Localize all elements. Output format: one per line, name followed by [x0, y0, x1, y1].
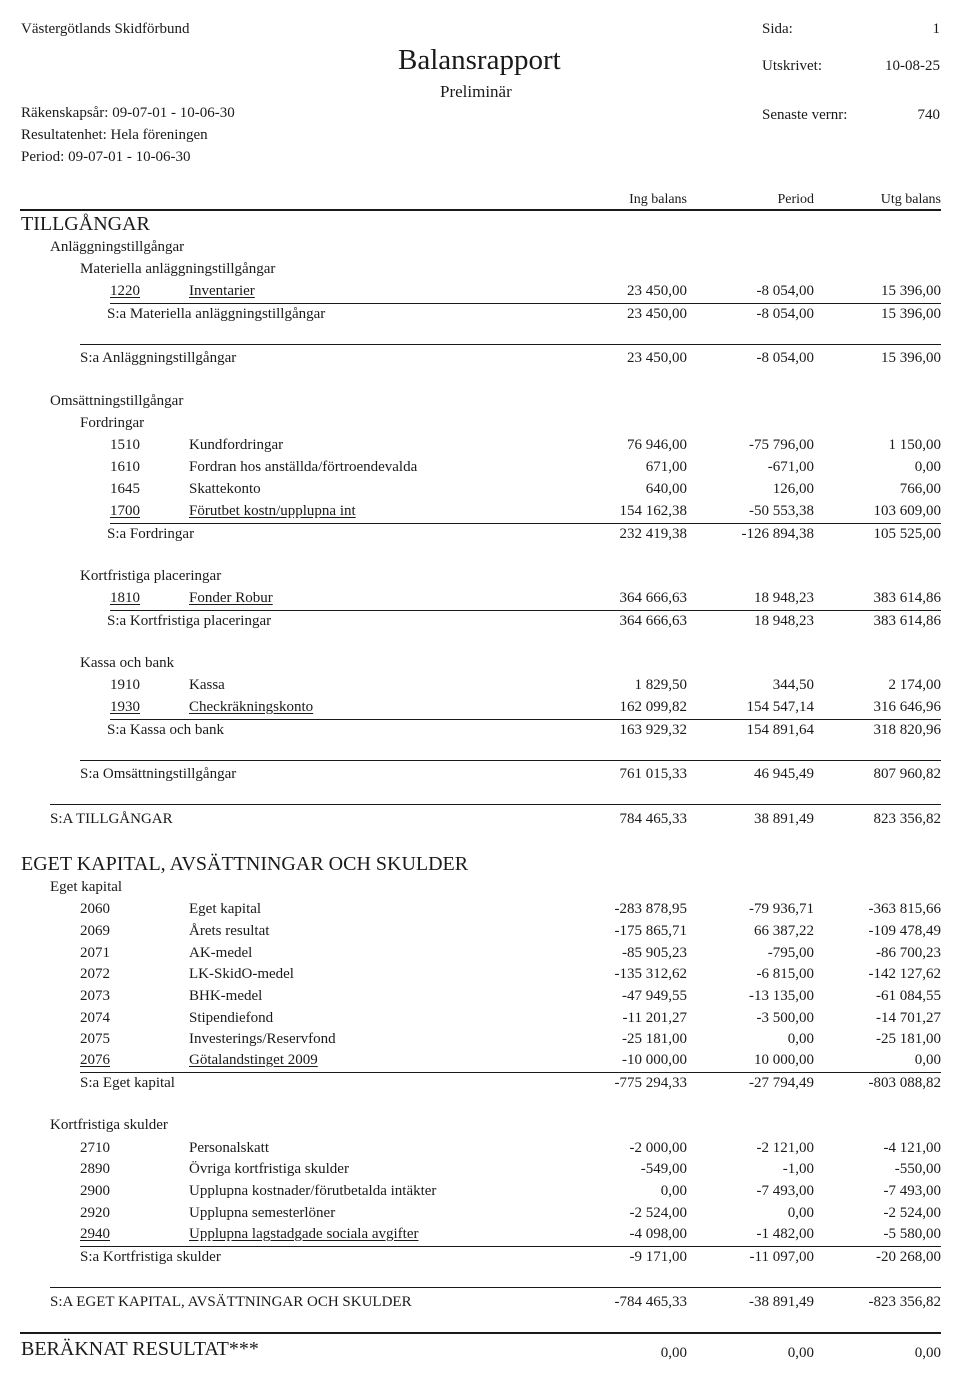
ing-balans-value: 640,00 [645, 481, 687, 497]
ing-balans-value: 23 450,00 [627, 283, 687, 299]
organization-name: Västergötlands Skidförbund [21, 21, 190, 37]
total-rule [50, 1287, 941, 1288]
table-row [0, 1161, 960, 1181]
ing-balans-value: -283 878,95 [614, 901, 687, 917]
group-title-equity: Eget kapital [50, 879, 123, 895]
period-value: -8 054,00 [756, 350, 814, 366]
account-name: Checkräkningskonto [189, 699, 314, 715]
period-value: 18 948,23 [754, 590, 814, 606]
period-value: 126,00 [772, 481, 814, 497]
account-number: 1910 [110, 677, 140, 693]
ing-balans-value: -784 465,33 [614, 1294, 687, 1310]
period-value: -795,00 [767, 945, 814, 961]
subgroup-title-cash: Kassa och bank [80, 655, 175, 671]
table-row [0, 1052, 960, 1072]
col-header-period: Period [777, 192, 814, 207]
sum-rule [80, 760, 941, 761]
subgroup-title-tangible: Materiella anläggningstillgångar [80, 261, 276, 277]
utg-balans-value: 316 646,96 [873, 699, 941, 715]
period-value: -8 054,00 [756, 283, 814, 299]
subgroup-title-receivables: Fordringar [80, 415, 145, 431]
table-row [0, 481, 960, 501]
account-name: LK-SkidO-medel [189, 966, 294, 982]
period-value: 46 945,49 [754, 766, 814, 782]
period-value: 154 547,14 [746, 699, 814, 715]
account-number: 2072 [80, 966, 110, 982]
period-value: -8 054,00 [756, 306, 814, 322]
utg-balans-value: 0,00 [914, 459, 941, 475]
utg-balans-value: -14 701,27 [876, 1010, 941, 1026]
total-label: S:A EGET KAPITAL, AVSÄTTNINGAR OCH SKULDER [50, 1294, 412, 1310]
table-row [0, 1226, 960, 1246]
utg-balans-value: 318 820,96 [873, 722, 941, 738]
utg-balans-value: -109 478,49 [868, 923, 941, 939]
period-value: 66 387,22 [754, 923, 814, 939]
computed-result-label: BERÄKNAT RESULTAT*** [21, 1338, 259, 1360]
ing-balans-value: -2 000,00 [629, 1140, 687, 1156]
account-number: 2060 [80, 901, 110, 917]
report-subtitle: Preliminär [440, 82, 512, 101]
row-rule [110, 523, 941, 524]
utg-balans-value: -7 493,00 [883, 1183, 941, 1199]
utg-balans-value: -2 524,00 [883, 1205, 941, 1221]
table-row [0, 437, 960, 457]
period-value: -1,00 [782, 1161, 814, 1177]
table-row [0, 966, 960, 986]
sum-label: S:a Kassa och bank [107, 722, 225, 738]
ing-balans-value: 364 666,63 [619, 613, 687, 629]
row-rule [80, 1072, 941, 1073]
printed-date: 10-08-25 [885, 58, 940, 74]
table-row [0, 459, 960, 479]
printed-label: Utskrivet: [762, 58, 822, 74]
table-row [0, 945, 960, 965]
subgroup-title-short-investments: Kortfristiga placeringar [80, 568, 222, 584]
utg-balans-value: 0,00 [914, 1345, 941, 1361]
account-number: 1610 [110, 459, 140, 475]
fiscal-year: Räkenskapsår: 09-07-01 - 10-06-30 [21, 105, 235, 121]
period-range: Period: 09-07-01 - 10-06-30 [21, 149, 191, 165]
period-value: -1 482,00 [756, 1226, 814, 1242]
sum-row [0, 1249, 960, 1269]
account-name: Upplupna kostnader/förutbetalda intäkter [189, 1183, 437, 1199]
utg-balans-value: 105 525,00 [873, 526, 941, 542]
row-rule [110, 719, 941, 720]
page-label: Sida: [762, 21, 793, 37]
page-number: 1 [932, 21, 940, 37]
utg-balans-value: -803 088,82 [868, 1075, 941, 1091]
period-value: -11 097,00 [749, 1249, 814, 1265]
utg-balans-value: 0,00 [914, 1052, 941, 1068]
sum-label: S:a Anläggningstillgångar [80, 350, 237, 366]
ing-balans-value: 0,00 [660, 1183, 687, 1199]
last-vernr-value: 740 [917, 107, 940, 123]
table-row [0, 901, 960, 921]
ing-balans-value: 163 929,32 [619, 722, 687, 738]
col-header-ing-balans: Ing balans [629, 192, 687, 207]
account-number: 1810 [110, 590, 140, 606]
utg-balans-value: 383 614,86 [873, 613, 941, 629]
account-number: 2076 [80, 1052, 110, 1068]
table-row [0, 1031, 960, 1051]
account-name: Årets resultat [189, 923, 270, 939]
utg-balans-value: -4 121,00 [883, 1140, 941, 1156]
ing-balans-value: -10 000,00 [622, 1052, 687, 1068]
section-title-liabilities: EGET KAPITAL, AVSÄTTNINGAR OCH SKULDER [21, 853, 469, 875]
period-value: -6 815,00 [756, 966, 814, 982]
account-name: Fonder Robur [189, 590, 273, 606]
account-name: Investerings/Reservfond [189, 1031, 336, 1047]
account-name: Kundfordringar [189, 437, 284, 453]
ing-balans-value: -175 865,71 [614, 923, 687, 939]
sum-label: S:a Kortfristiga placeringar [107, 613, 272, 629]
sum-row [0, 613, 960, 633]
account-name: Fordran hos anställda/förtroendevalda [189, 459, 418, 475]
sum-row [0, 526, 960, 546]
last-vernr-label: Senaste vernr: [762, 107, 848, 123]
account-number: 2900 [80, 1183, 110, 1199]
account-number: 1220 [110, 283, 140, 299]
period-value: 38 891,49 [754, 811, 814, 827]
period-value: 18 948,23 [754, 613, 814, 629]
account-number: 2071 [80, 945, 110, 961]
table-row [0, 1140, 960, 1160]
sum-label: S:a Eget kapital [80, 1075, 175, 1091]
ing-balans-value: 1 829,50 [634, 677, 687, 693]
account-name: Kassa [189, 677, 225, 693]
utg-balans-value: -363 815,66 [868, 901, 941, 917]
utg-balans-value: -20 268,00 [876, 1249, 941, 1265]
table-row [0, 1010, 960, 1030]
result-rule [20, 1332, 941, 1334]
ing-balans-value: 784 465,33 [619, 811, 687, 827]
sum-rule [80, 344, 941, 345]
group-title-current-assets: Omsättningstillgångar [50, 393, 184, 409]
ing-balans-value: 0,00 [660, 1345, 687, 1361]
sum-row [0, 766, 960, 786]
period-value: 0,00 [787, 1205, 814, 1221]
sum-label: S:a Omsättningstillgångar [80, 766, 237, 782]
table-row [0, 590, 960, 610]
utg-balans-value: 15 396,00 [881, 283, 941, 299]
period-value: 0,00 [787, 1031, 814, 1047]
account-number: 1700 [110, 503, 140, 519]
utg-balans-value: 15 396,00 [881, 350, 941, 366]
utg-balans-value: 2 174,00 [888, 677, 941, 693]
account-number: 2074 [80, 1010, 110, 1026]
account-name: Skattekonto [189, 481, 261, 497]
ing-balans-value: 671,00 [645, 459, 687, 475]
period-value: -13 135,00 [749, 988, 814, 1004]
total-label: S:A TILLGÅNGAR [50, 811, 173, 827]
ing-balans-value: 232 419,38 [619, 526, 687, 542]
account-name: Upplupna lagstadgade sociala avgifter [189, 1226, 419, 1242]
utg-balans-value: 383 614,86 [873, 590, 941, 606]
row-rule [110, 303, 941, 304]
ing-balans-value: -85 905,23 [622, 945, 687, 961]
group-title-short-debt: Kortfristiga skulder [50, 1117, 168, 1133]
sum-label: S:a Materiella anläggningstillgångar [107, 306, 326, 322]
ing-balans-value: -47 949,55 [622, 988, 687, 1004]
account-name: Upplupna semesterlöner [189, 1205, 336, 1221]
utg-balans-value: -550,00 [894, 1161, 941, 1177]
period-value: 154 891,64 [746, 722, 814, 738]
period-value: -79 936,71 [749, 901, 814, 917]
utg-balans-value: 1 150,00 [888, 437, 941, 453]
period-value: -7 493,00 [756, 1183, 814, 1199]
ing-balans-value: -775 294,33 [614, 1075, 687, 1091]
account-name: BHK-medel [189, 988, 263, 1004]
period-value: -671,00 [767, 459, 814, 475]
utg-balans-value: 103 609,00 [873, 503, 941, 519]
account-name: AK-medel [189, 945, 253, 961]
account-name: Personalskatt [189, 1140, 269, 1156]
period-value: 344,50 [772, 677, 814, 693]
account-name: Götalandstinget 2009 [189, 1052, 318, 1068]
row-rule [80, 1246, 941, 1247]
period-value: -3 500,00 [756, 1010, 814, 1026]
total-row [0, 811, 960, 831]
utg-balans-value: -823 356,82 [868, 1294, 941, 1310]
period-value: 10 000,00 [754, 1052, 814, 1068]
account-name: Inventarier [189, 283, 255, 299]
ing-balans-value: -9 171,00 [629, 1249, 687, 1265]
account-number: 2710 [80, 1140, 110, 1156]
account-number: 2890 [80, 1161, 110, 1177]
utg-balans-value: -5 580,00 [883, 1226, 941, 1242]
table-row [0, 677, 960, 697]
utg-balans-value: 15 396,00 [881, 306, 941, 322]
result-row [0, 1345, 960, 1365]
account-name: Förutbet kostn/upplupna int [189, 503, 356, 519]
ing-balans-value: -2 524,00 [629, 1205, 687, 1221]
account-number: 1930 [110, 699, 140, 715]
ing-balans-value: 761 015,33 [619, 766, 687, 782]
section-title-assets: TILLGÅNGAR [21, 213, 150, 235]
utg-balans-value: -142 127,62 [868, 966, 941, 982]
utg-balans-value: 766,00 [899, 481, 941, 497]
sum-row [0, 722, 960, 742]
period-value: -38 891,49 [749, 1294, 814, 1310]
ing-balans-value: 23 450,00 [627, 306, 687, 322]
utg-balans-value: -61 084,55 [876, 988, 941, 1004]
period-value: -27 794,49 [749, 1075, 814, 1091]
sum-row [0, 1075, 960, 1095]
account-number: 2940 [80, 1226, 110, 1242]
total-rule [50, 804, 941, 805]
table-row [0, 283, 960, 303]
utg-balans-value: -25 181,00 [876, 1031, 941, 1047]
sum-row [0, 306, 960, 326]
ing-balans-value: -4 098,00 [629, 1226, 687, 1242]
sum-label: S:a Kortfristiga skulder [80, 1249, 221, 1265]
utg-balans-value: 807 960,82 [873, 766, 941, 782]
table-row [0, 1183, 960, 1203]
account-number: 1510 [110, 437, 140, 453]
period-value: -50 553,38 [749, 503, 814, 519]
account-name: Övriga kortfristiga skulder [189, 1161, 349, 1177]
ing-balans-value: 23 450,00 [627, 350, 687, 366]
row-rule [110, 610, 941, 611]
col-header-utg-balans: Utg balans [880, 192, 941, 207]
account-number: 2075 [80, 1031, 110, 1047]
account-name: Eget kapital [189, 901, 262, 917]
ing-balans-value: -11 201,27 [622, 1010, 687, 1026]
ing-balans-value: 364 666,63 [619, 590, 687, 606]
period-value: 0,00 [787, 1345, 814, 1361]
result-unit: Resultatenhet: Hela föreningen [21, 127, 208, 143]
table-row [0, 699, 960, 719]
table-row [0, 503, 960, 523]
ing-balans-value: 76 946,00 [627, 437, 687, 453]
ing-balans-value: -549,00 [640, 1161, 687, 1177]
report-title: Balansrapport [398, 44, 561, 76]
utg-balans-value: -86 700,23 [876, 945, 941, 961]
account-number: 2069 [80, 923, 110, 939]
period-value: -2 121,00 [756, 1140, 814, 1156]
account-number: 2920 [80, 1205, 110, 1221]
header-rule [20, 209, 941, 211]
account-number: 1645 [110, 481, 140, 497]
utg-balans-value: 823 356,82 [873, 811, 941, 827]
period-value: -126 894,38 [741, 526, 814, 542]
ing-balans-value: -25 181,00 [622, 1031, 687, 1047]
sum-label: S:a Fordringar [107, 526, 195, 542]
table-row [0, 988, 960, 1008]
sum-row [0, 350, 960, 370]
account-number: 2073 [80, 988, 110, 1004]
ing-balans-value: -135 312,62 [614, 966, 687, 982]
group-title-fixed-assets: Anläggningstillgångar [50, 239, 185, 255]
period-value: -75 796,00 [749, 437, 814, 453]
total-row [0, 1294, 960, 1314]
account-name: Stipendiefond [189, 1010, 274, 1026]
table-row [0, 923, 960, 943]
ing-balans-value: 154 162,38 [619, 503, 687, 519]
table-row [0, 1205, 960, 1225]
ing-balans-value: 162 099,82 [619, 699, 687, 715]
